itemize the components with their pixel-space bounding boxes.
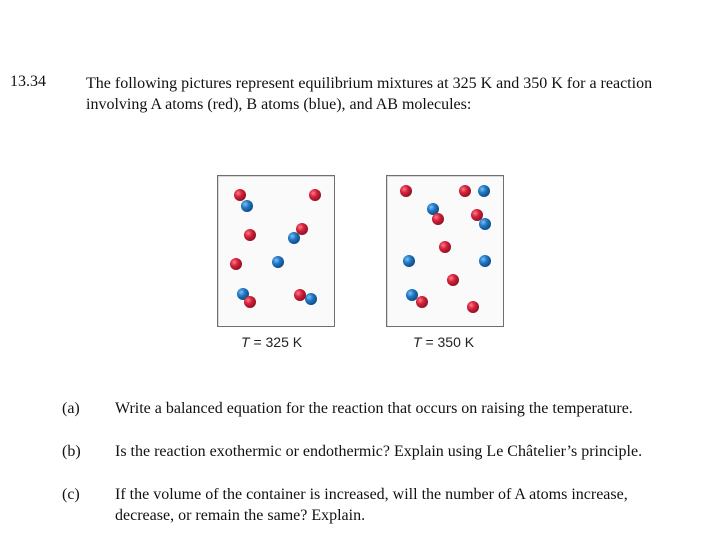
b-atom [272, 256, 284, 268]
ab-molecule [406, 289, 428, 308]
b-atom [478, 185, 490, 197]
temperature-label-350k: T = 350 K [413, 334, 475, 350]
b-atom [479, 255, 491, 267]
equilibrium-box-350k [386, 175, 504, 327]
particles-350k [387, 176, 503, 326]
question-label: (c) [62, 486, 80, 503]
temperature-label-325k: T = 325 K [241, 334, 303, 350]
question-text: Write a balanced equation for the reaction that occurs on raising the temperature. [115, 400, 633, 417]
ab-molecule [427, 203, 444, 225]
ab-molecule [288, 223, 308, 244]
a-atom [459, 185, 471, 197]
problem-intro: The following pictures represent equilibrium mixtures at 325 K and 350 K for a reaction involving A atoms (red), B atoms (blue), and AB molecules: [86, 75, 653, 113]
a-atom [447, 274, 459, 286]
ab-molecule [234, 189, 253, 212]
ab-molecule [471, 209, 491, 230]
a-atom [244, 229, 256, 241]
question-text: Is the reaction exothermic or endothermic? Explain using Le Châtelier’s principle. [115, 443, 643, 460]
ab-molecule [237, 288, 256, 308]
a-atom [309, 189, 321, 201]
a-atom [467, 301, 479, 313]
question-label: (a) [62, 400, 80, 417]
a-atom [439, 241, 451, 253]
question-label: (b) [62, 443, 81, 460]
problem-number: 13.34 [10, 73, 46, 90]
a-atom [400, 185, 412, 197]
a-atom [230, 258, 242, 270]
particles-325k [218, 176, 334, 326]
b-atom [403, 255, 415, 267]
ab-molecule [294, 289, 317, 305]
question-text: If the volume of the container is increased, will the number of A atoms increase, decrease, or remain the same? Explain. [115, 486, 628, 524]
equilibrium-box-325k [217, 175, 335, 327]
